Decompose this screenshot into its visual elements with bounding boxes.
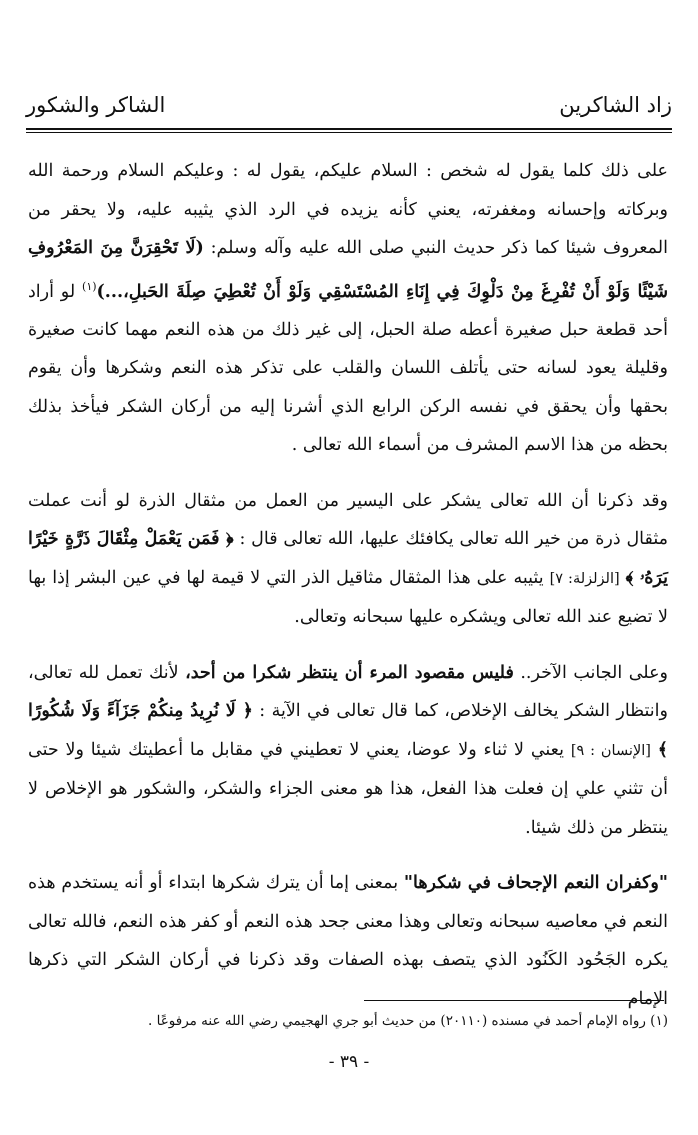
- paragraph-1: [28, 152, 668, 465]
- quran-verse-insan: ﴿ لَا نُرِيدُ مِنكُمْ جَزَآءً وَلَا شُكُورًا ﴾: [28, 701, 668, 760]
- book-title: زاد الشاكرين: [559, 93, 672, 117]
- quran-verse-zalzala: ﴿ فَمَن يَعْمَلْ مِثْقَالَ ذَرَّةٍ خَيْرًا يَرَهُۥ ﴾: [28, 529, 668, 588]
- body-text: [28, 152, 668, 1018]
- verse-reference: [الزلزلة: ٧]: [549, 570, 620, 587]
- paragraph-1-text-b: لو أراد أحد قطعة حبل صغيرة أعطه صلة الحبل، إلى غير ذلك من هذه النعم مهما كانت صغيرة وقليلة يعود لسانه حتى يأتلف اللسان والقلب على تذكر هذه النعم وشكرها وأن يقوم بحقها وأن يحقق في نفسه الركن الرابع الذي أشرنا إليه من أركان الشكر فيأخذ بذلك بحظه من هذا الاسم المشرف من أسماء الله تعالى .: [28, 281, 668, 456]
- paragraph-4: [28, 864, 668, 1018]
- running-header: [26, 93, 672, 129]
- header-rule-thick: [26, 128, 672, 130]
- paragraph-3-text-b: لأنك تعمل لله تعالى، وانتظار الشكر يخالف الإخلاص، كما قال تعالى في الآية :: [28, 662, 668, 722]
- paragraph-2: [28, 482, 668, 637]
- paragraph-3-text-c: يعني لا ثناء ولا عوضا، يعني لا تعطيني في مقابل ما أعطيتك شيئا ولا حتى أن تثني علي إن فعلت هذا الفعل، هذا هو معنى الجزاء والشكر، والشكور هو الإخلاص لا ينتظر من ذلك شيئا.: [28, 739, 668, 838]
- verse-reference: [الإنسان : ٩]: [570, 742, 651, 759]
- header-rule-thin: [26, 132, 672, 133]
- hadith-quote: (لَا تَحْقِرَنَّ مِنَ المَعْرُوفِ شَيْئًا وَلَوْ أَنْ تُفْرِغَ مِنْ دَلْوِكَ فِي إِنَاءِ المُسْتَسْقِي وَلَوْ أَنْ تُعْطِيَ صِلَةَ الحَبلِ،...): [28, 238, 668, 302]
- section-quote-heading: "وكفران النعم الإجحاف في شكرها": [403, 873, 668, 894]
- paragraph-3: [28, 654, 668, 848]
- chapter-title: الشاكر والشكور: [26, 93, 166, 117]
- paragraph-2-text-a: وقد ذكرنا أن الله تعالى يشكر على اليسير من العمل من مثقال الذرة لو أنت عملت مثقال ذرة من خير الله تعالى يكافئك عليها، الله تعالى قال :: [28, 490, 668, 550]
- paragraph-4-text: بمعنى إما أن يترك شكرها ابتداء أو أنه يستخدم هذه النعم في معاصيه سبحانه وتعالى وهذا معنى جحد هذه النعم أو كفر هذه النعم، فالله تعالى يكره الجَحُود الكَنُود الذي يتصف بهذه الصفات وقد ذكرنا في أركان الشكر التي ذكرها الإمام: [28, 873, 668, 1009]
- footnote-divider: [364, 1000, 664, 1001]
- page-number: - ٣٩ -: [328, 1052, 370, 1072]
- footnote: (١) رواه الإمام أحمد في مسنده (٢٠١١٠) من حديث أبو جري الهجيمي رضي الله عنه مرفوعًا .: [148, 1013, 668, 1029]
- paragraph-3-text-a: وعلى الجانب الآخر..: [513, 662, 668, 683]
- paragraph-1-text-a: على ذلك كلما يقول له شخص : السلام عليكم، يقول له : وعليكم السلام ورحمة الله وبركاته وإحسانه ومغفرته، يعني كأنه يزيده في الرد الذي يثيبه عليه، ولا يحقر من المعروف شيئا كما ذكر حديث النبي صلى الله عليه وآله وسلم:: [28, 161, 668, 258]
- paragraph-2-text-b: يثيبه على هذا المثقال مثاقيل الذر التي لا قيمة لها في عين البشر إذا بها لا تضيع عند الله تعالى ويشكره عليها سبحانه وتعالى.: [28, 567, 668, 628]
- emphasis-text: فليس مقصود المرء أن ينتظر شكرا من أحد،: [185, 662, 514, 683]
- footnote-marker: (١): [82, 279, 97, 293]
